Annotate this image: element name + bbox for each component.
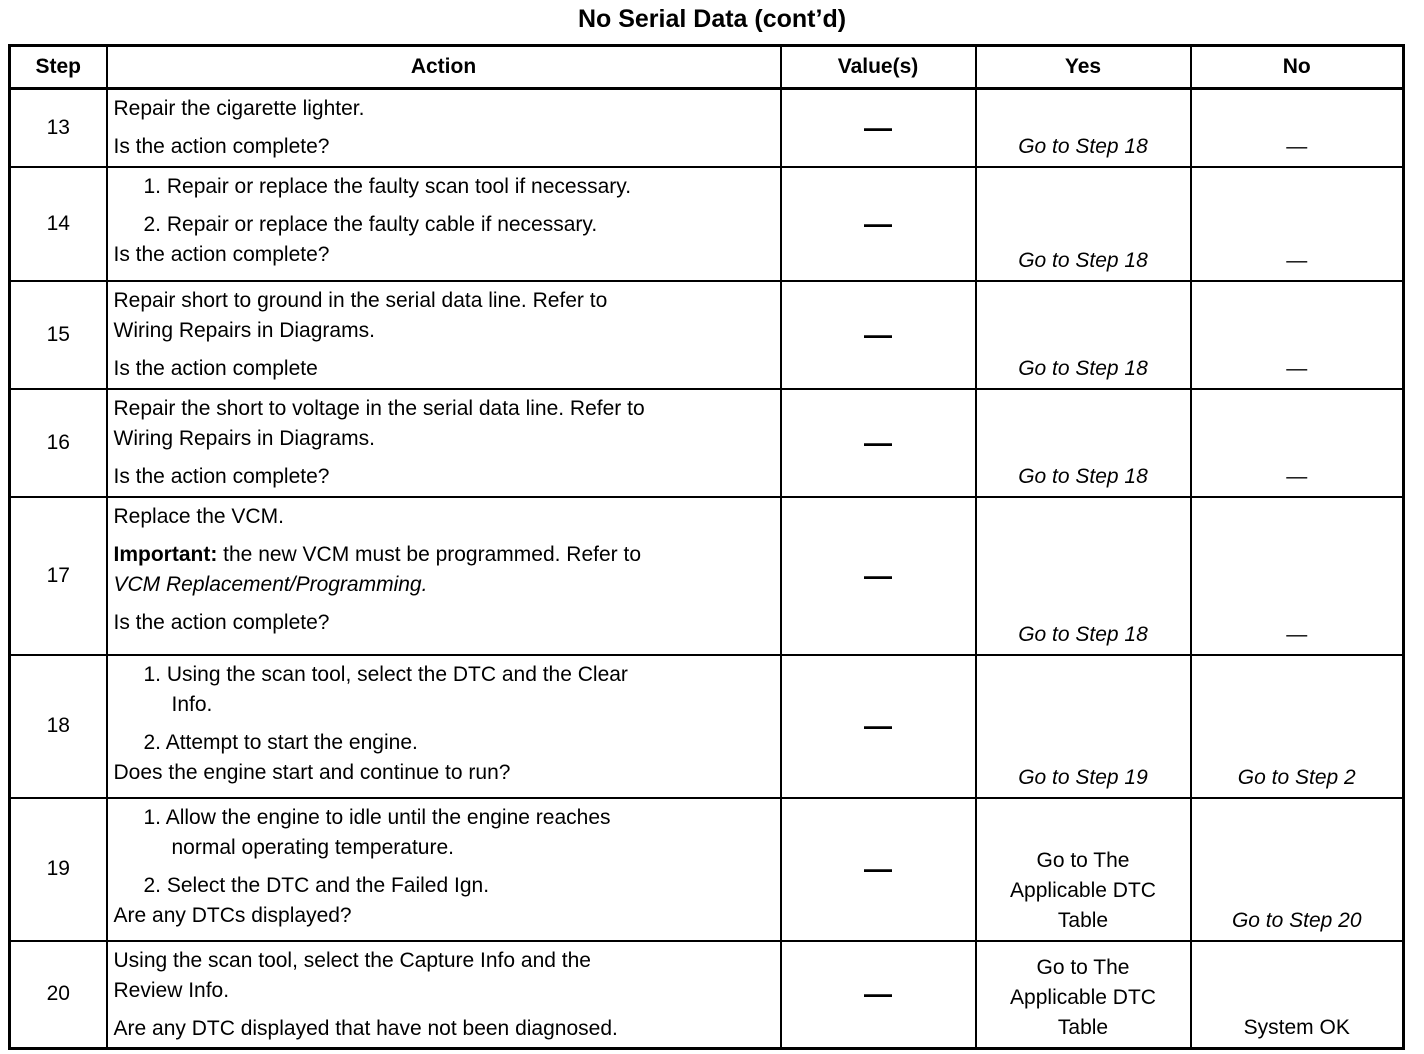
- no-cell: —: [1191, 281, 1404, 389]
- header-step: Step: [10, 46, 107, 89]
- action-question: Is the action complete?: [113, 610, 330, 634]
- value-cell: —: [781, 389, 976, 497]
- important-note: [114, 540, 772, 570]
- action-cell: [107, 389, 781, 497]
- page-title: No Serial Data (cont’d): [577, 5, 847, 33]
- action-item: 2. Select the DTC and the Failed Ign.: [143, 873, 490, 897]
- table-row: [10, 89, 1404, 167]
- action-question: Is the action complete?: [113, 464, 330, 488]
- yes-line: Go to The: [1036, 848, 1130, 872]
- no-cell: Go to Step 20: [1191, 798, 1404, 941]
- no-cell: —: [1191, 497, 1404, 655]
- step-number: 15: [10, 281, 107, 389]
- step-number: 17: [10, 497, 107, 655]
- header-yes: Yes: [976, 46, 1191, 89]
- header-row: [10, 46, 1404, 89]
- yes-cell: Go to Step 18: [976, 389, 1191, 497]
- value-cell: —: [781, 89, 976, 167]
- action-text: Repair the cigarette lighter.: [113, 97, 365, 120]
- table-row: [10, 389, 1404, 497]
- yes-cell: [976, 798, 1191, 941]
- action-text: Repair the short to voltage in the serial data line. Refer to: [113, 396, 645, 420]
- action-question: Is the action complete?: [113, 242, 330, 266]
- action-text: Repair short to ground in the serial data line. Refer to: [113, 288, 608, 312]
- action-question: Are any DTCs displayed?: [113, 903, 352, 927]
- important-reference: VCM Replacement/Programming.: [113, 572, 428, 596]
- action-text: Replace the VCM.: [113, 504, 284, 528]
- table-row: [10, 497, 1404, 655]
- important-text: the new VCM must be programmed. Refer to: [217, 542, 641, 566]
- action-item: 2. Repair or replace the faulty cable if necessary.: [143, 212, 598, 236]
- step-number: 14: [10, 167, 107, 281]
- action-item: 1. Repair or replace the faulty scan tool if necessary.: [143, 174, 632, 198]
- step-number: 18: [10, 655, 107, 798]
- action-item: 1. Using the scan tool, select the DTC and the Clear: [143, 662, 628, 686]
- action-text: Using the scan tool, select the Capture Info and the: [113, 948, 591, 972]
- step-number: 13: [10, 89, 107, 167]
- yes-cell: Go to Step 18: [976, 281, 1191, 389]
- action-item-continued: Info.: [171, 692, 213, 716]
- action-text: Wiring Repairs in Diagrams.: [113, 318, 375, 342]
- diagnostic-table: [8, 44, 1405, 1050]
- action-cell: [107, 497, 781, 655]
- value-cell: —: [781, 281, 976, 389]
- yes-cell: Go to Step 19: [976, 655, 1191, 798]
- action-item: 2. Attempt to start the engine.: [143, 730, 418, 754]
- action-cell: [107, 798, 781, 941]
- value-cell: —: [781, 941, 976, 1049]
- yes-line: Table: [1057, 1016, 1109, 1039]
- yes-line: Go to The: [1036, 956, 1130, 979]
- no-cell: System OK: [1191, 941, 1404, 1049]
- important-label: Important:: [113, 542, 218, 566]
- no-cell: —: [1191, 167, 1404, 281]
- value-cell: —: [781, 798, 976, 941]
- table-row: [10, 655, 1404, 798]
- action-item-continued: normal operating temperature.: [171, 835, 454, 859]
- yes-cell: Go to Step 18: [976, 167, 1191, 281]
- action-text: Review Info.: [113, 978, 230, 1002]
- step-number: 20: [10, 941, 107, 1049]
- header-action: Action: [107, 46, 781, 89]
- header-no: No: [1191, 46, 1404, 89]
- header-values: Value(s): [781, 46, 976, 89]
- value-cell: —: [781, 167, 976, 281]
- step-number: 16: [10, 389, 107, 497]
- table-row: [10, 941, 1404, 1049]
- table-row: [10, 281, 1404, 389]
- yes-cell: Go to Step 18: [976, 497, 1191, 655]
- no-cell: Go to Step 2: [1191, 655, 1404, 798]
- action-question: Is the action complete: [113, 356, 318, 380]
- step-number: 19: [10, 798, 107, 941]
- action-cell: [107, 655, 781, 798]
- value-cell: —: [781, 497, 976, 655]
- yes-cell: [976, 941, 1191, 1049]
- table-row: [10, 798, 1404, 941]
- action-cell: [107, 941, 781, 1049]
- action-question: Does the engine start and continue to run?: [113, 760, 511, 784]
- no-cell: —: [1191, 389, 1404, 497]
- action-question: Is the action complete?: [113, 135, 330, 158]
- yes-line: Applicable DTC: [1010, 878, 1156, 902]
- action-text: Wiring Repairs in Diagrams.: [113, 426, 375, 450]
- yes-line: Applicable DTC: [1010, 986, 1156, 1009]
- action-cell: [107, 281, 781, 389]
- value-cell: —: [781, 655, 976, 798]
- action-cell: [107, 89, 781, 167]
- action-question: Are any DTC displayed that have not been diagnosed.: [113, 1016, 618, 1040]
- action-item: 1. Allow the engine to idle until the engine reaches: [143, 805, 611, 829]
- no-cell: —: [1191, 89, 1404, 167]
- table-row: [10, 167, 1404, 281]
- yes-line: Table: [1057, 908, 1109, 932]
- yes-cell: Go to Step 18: [976, 89, 1191, 167]
- action-cell: [107, 167, 781, 281]
